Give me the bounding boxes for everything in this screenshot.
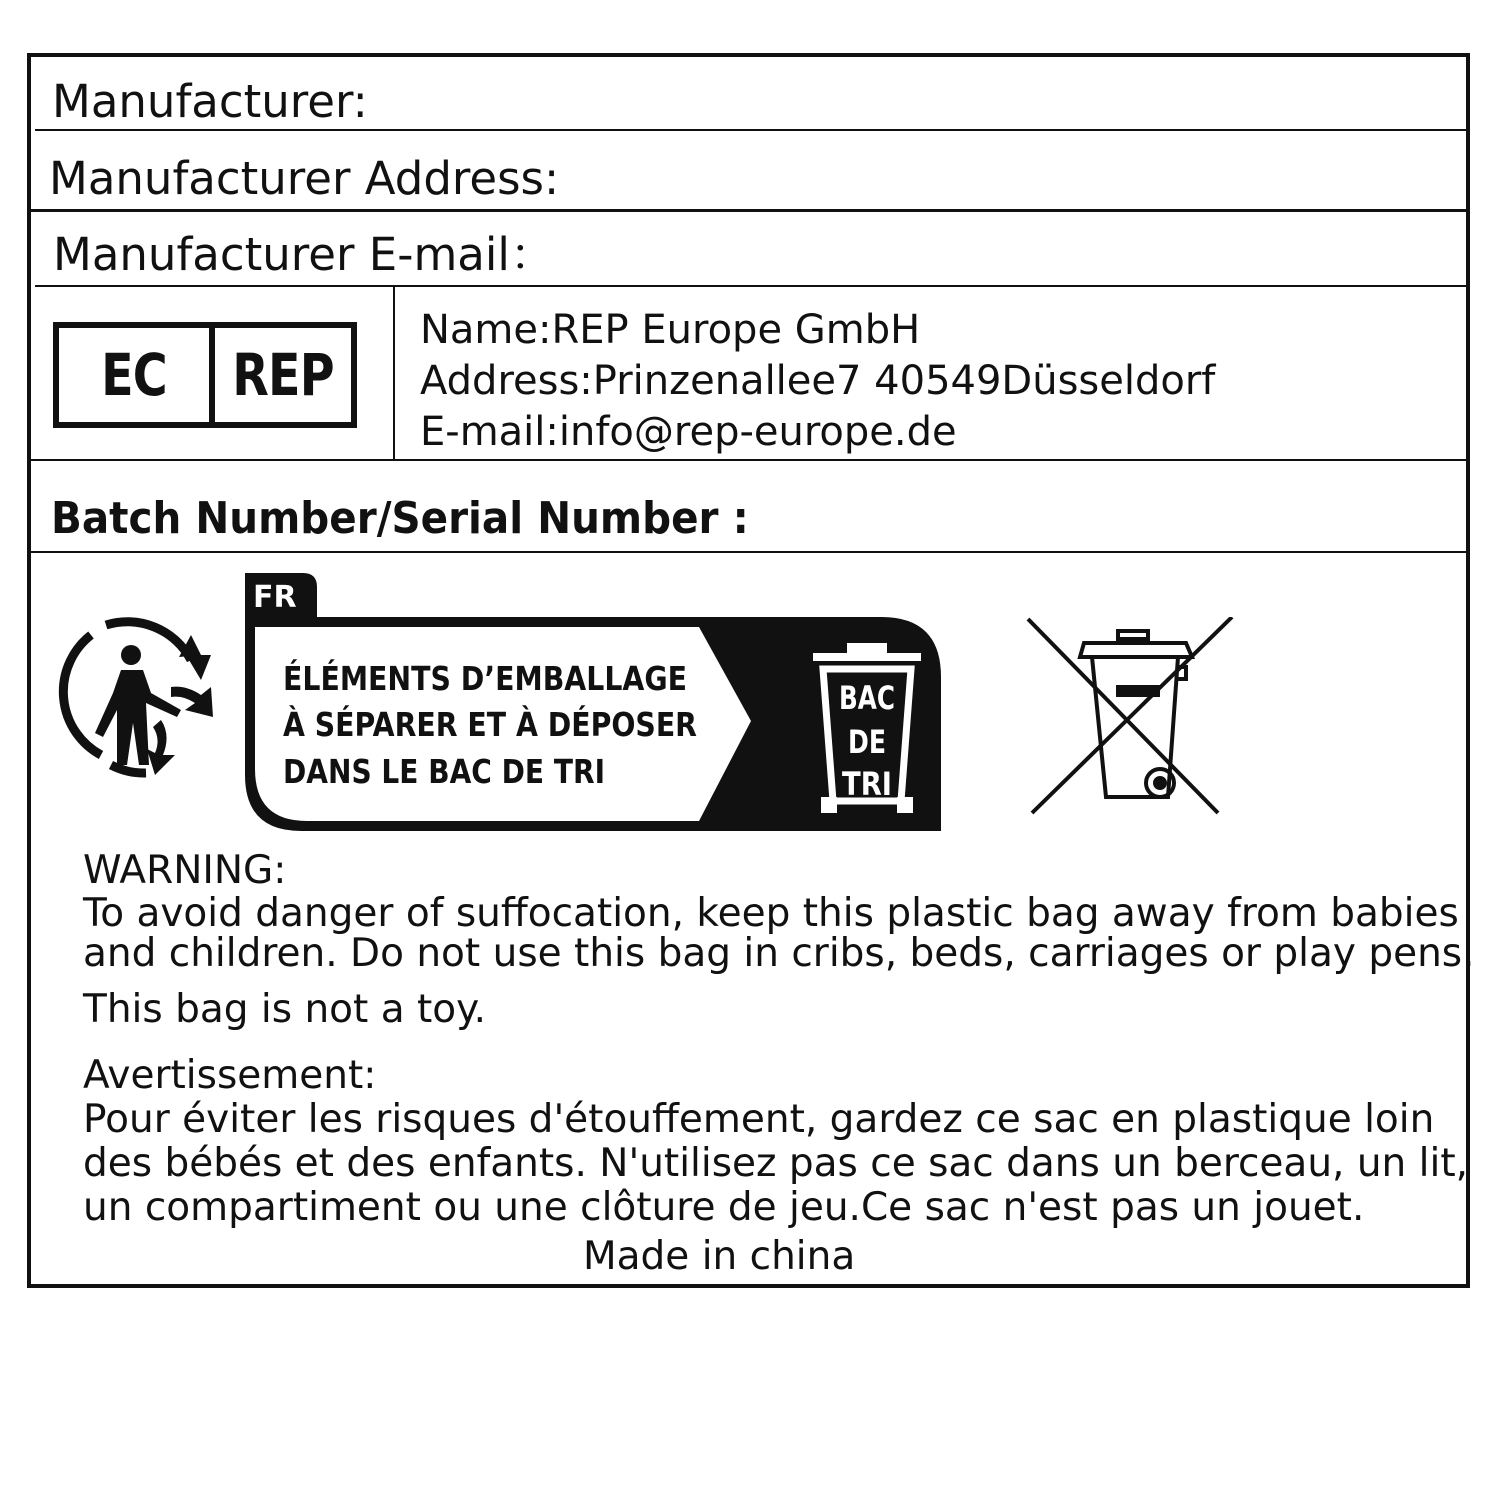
warning-fr-line-1: Pour éviter les risques d'étouffement, gardez ce sac en plastique loin <box>83 1097 1435 1142</box>
bin-text-2: DE <box>848 723 886 761</box>
warning-fr-line-2: des bébés et des enfants. N'utilisez pas ce sac dans un berceau, un lit, <box>83 1141 1469 1186</box>
warning-fr-line-3: un compartiment ou une clôture de jeu.Ce sac n'est pas un jouet. <box>83 1185 1365 1230</box>
manufacturer-email-label: Manufacturer E-mail： <box>53 228 555 281</box>
manufacturer-address-label: Manufacturer Address: <box>49 152 560 205</box>
info-tri-line-1: ÉLÉMENTS D’EMBALLAGE <box>283 659 754 698</box>
warning-en-line-3: This bag is not a toy. <box>83 987 487 1032</box>
ec-rep-column-divider <box>393 287 395 459</box>
ec-rep-divider <box>209 328 215 422</box>
row-divider <box>35 129 1468 131</box>
row-divider <box>35 285 1468 287</box>
ec-rep-left-text: EC <box>101 341 167 409</box>
ec-rep-name: Name:REP Europe GmbH <box>420 307 921 353</box>
bin-text-1: BAC <box>839 679 895 717</box>
ec-rep-symbol <box>53 322 357 428</box>
warning-fr-title: Avertissement: <box>83 1053 377 1098</box>
info-tri-country: FR <box>253 580 297 615</box>
warning-en-line-1: To avoid danger of suffocation, keep this plastic bag away from babies <box>83 891 1459 936</box>
warning-en-title: WARNING: <box>83 848 287 893</box>
country-of-origin: Made in china <box>583 1234 856 1279</box>
info-tri-line-3: DANS LE BAC DE TRI <box>283 752 605 791</box>
row-divider <box>31 209 1468 212</box>
info-tri-line-2: À SÉPARER ET À DÉPOSER <box>283 705 766 744</box>
triman-recycling-icon <box>51 615 221 780</box>
label-frame <box>27 53 1475 1288</box>
batch-serial-label: Batch Number/Serial Number : <box>51 493 749 544</box>
ec-rep-address: Address:Prinzenallee7 40549Düsseldorf <box>420 358 1216 404</box>
crossed-out-wheelie-bin-icon <box>1026 617 1236 817</box>
manufacturer-label: Manufacturer: <box>52 75 368 128</box>
row-divider <box>31 459 1468 461</box>
ec-rep-details <box>420 305 1215 458</box>
ec-rep-right-text: REP <box>232 341 334 409</box>
warning-en-line-2: and children. Do not use this bag in cribs, beds, carriages or play pens. <box>83 931 1475 976</box>
row-divider <box>31 551 1468 553</box>
ec-rep-email: E-mail:info@rep-europe.de <box>420 409 957 455</box>
bin-text-3: TRI <box>842 765 892 803</box>
info-tri-sorting-bin-icon <box>241 569 941 831</box>
